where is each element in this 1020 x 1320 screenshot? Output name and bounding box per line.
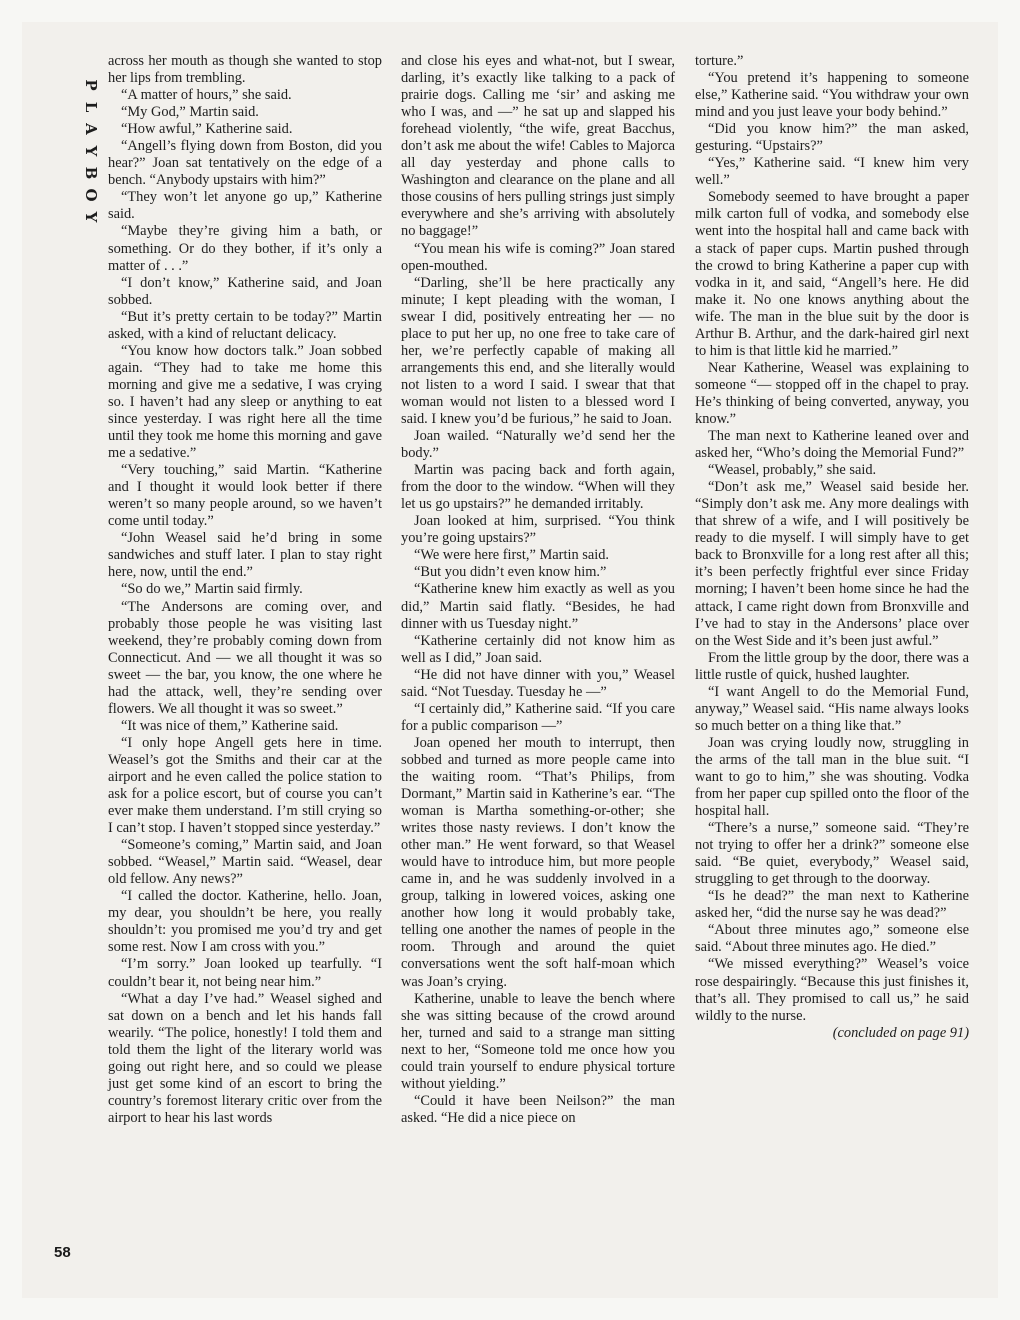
paragraph: “I’m sorry.” Joan looked up tearfully. “I couldn’t bear it, not being near him.” (108, 956, 382, 990)
paragraph: Joan opened her mouth to interrupt, then sobbed and turned as more people came into the waiting room. “That’s Philips, from Dormant,” Martin said in Katherine’s ear. “The woman is Martha something-or-other; she writes those nasty reviews. I don’t know the other man.” He went forward, so that Weasel would have to introduce him, but more people came in, and he was suddenly involved in a group, talking in lowered voices, asking one another how long it would probably take, telling one another the names of people in the room. Through and around the quiet conversations went the soft half-moan which was Joan’s crying. (401, 734, 675, 990)
text-column-2 (401, 53, 675, 1127)
paragraph: “Maybe they’re giving him a bath, or something. Or do they bother, if it’s only a matter of . . .” (108, 223, 382, 274)
paragraph: “A matter of hours,” she said. (121, 87, 292, 104)
paragraph: “My God,” Martin said. (121, 104, 259, 121)
paragraph: Joan was crying loudly now, struggling in the arms of the tall man in the blue suit. “I want to go to him,” she was shouting. Vodka from her paper cup spilled onto the floor of the hospital hall. (695, 734, 969, 820)
masthead-letter: A (82, 123, 100, 135)
paragraph: “Yes,” Katherine said. “I knew him very well.” (695, 155, 969, 189)
paragraph: Katherine, unable to leave the bench where she was sitting because of the crowd around her, turned and said to a strange man sitting next to her, “Someone told me once how you could train yourself to endure physical torture without yielding.” (401, 990, 675, 1092)
paragraph: “Angell’s flying down from Boston, did you hear?” Joan sat tentatively on the edge of a bench. “Anybody upstairs with him?” (108, 138, 382, 189)
paragraph: “They won’t let anyone go up,” Katherine said. (108, 189, 382, 223)
paragraph: torture.” (695, 53, 744, 69)
paragraph: From the little group by the door, there was a little rustle of quick, hushed laughter. (695, 649, 969, 683)
paragraph: “You mean his wife is coming?” Joan stared open-mouthed. (401, 240, 675, 274)
paragraph: “Did you know him?” the man asked, gesturing. “Upstairs?” (695, 121, 969, 155)
masthead-letter: B (82, 166, 100, 180)
masthead-letter: L (82, 101, 100, 113)
paragraph: “What a day I’ve had.” Weasel sighed and sat down on a bench and let his hands fall wearily. “The police, honestly! I told them and told them the light of the literary world was going out right here, and so could we please just get some kind of an escort to bring the country’s foremost literary critic over from the airport to hear his last words (108, 990, 382, 1126)
masthead-letter: P (82, 79, 100, 91)
paragraph: “Katherine certainly did not know him as well as I did,” Joan said. (401, 632, 675, 666)
paragraph: “Could it have been Neilson?” the man asked. “He did a nice piece on (401, 1092, 675, 1126)
paragraph: “How awful,” Katherine said. (121, 121, 293, 138)
page-number: 58 (54, 1244, 71, 1261)
paragraph: “We were here first,” Martin said. (414, 547, 610, 564)
paragraph: “I certainly did,” Katherine said. “If you care for a public comparison —” (401, 700, 675, 734)
text-column-1 (108, 53, 382, 1127)
paragraph: “Katherine knew him exactly as well as you did,” Martin said flatly. “Besides, he had dinner with us Tuesday night.” (401, 581, 675, 632)
paragraph: “So do we,” Martin said firmly. (121, 581, 303, 598)
paragraph: “You know how doctors talk.” Joan sobbed again. “They had to take me home this morning and give me a sedative, I was crying so. I haven’t had any sleep or anything to eat since yesterday. I was right here all the time until they took me home this morning and gave me a sedative.” (108, 342, 382, 462)
continuation-note: (concluded on page 91) (832, 1024, 969, 1041)
paragraph: “Someone’s coming,” Martin said, and Joan sobbed. “Weasel,” Martin said. “Weasel, dear old fellow. Any news?” (108, 837, 382, 888)
masthead-letter: Y (82, 145, 100, 157)
paragraph: “John Weasel said he’d bring in some sandwiches and stuff later. I plan to stay right here, now, until the end.” (108, 530, 382, 581)
paragraph: “The Andersons are coming over, and probably those people he was visiting last weekend, they’re probably coming down from Connecticut. And — we all thought it was so sweet — the bar, you know, the one where he had the attack, well, they’re sending over flowers. We all thought it was so sweet.” (108, 598, 382, 717)
paragraph: “But it’s pretty certain to be today?” Martin asked, with a kind of reluctant delicacy. (108, 308, 382, 342)
paragraph: and close his eyes and what-not, but I swear, darling, it’s exactly like talking to a pack of prairie dogs. Calling me ‘sir’ and asking me who I was, and —” he sat up and slapped his forehead violently, “the wife, great Bacchus, don’t ask me about the wife! Cables to Majorca all day yesterday and phone calls to Washington and clearance on the plane and all those cousins of hers pulling strings just simply everywhere and she’s arriving with absolutely no baggage!” (401, 53, 675, 240)
paragraph: Joan wailed. “Naturally we’d send her the body.” (401, 428, 675, 462)
magazine-masthead (78, 74, 104, 234)
paragraph: “It was nice of them,” Katherine said. (121, 717, 339, 734)
paragraph: Near Katherine, Weasel was explaining to someone “— stopped off in the chapel to pray. He’s thinking of being converted, anyway, you know.” (695, 359, 969, 427)
paragraph: “He did not have dinner with you,” Weasel said. “Not Tuesday. Tuesday he —” (401, 666, 675, 700)
paragraph: “Weasel, probably,” she said. (708, 462, 877, 479)
paragraph: “Darling, she’ll be here practically any minute; I kept pleading with the woman, I swear I did, positively entreating her — no place to put her up, no one free to take care of her, we’re perfectly capable of making all arrangements this end, and she literally would not listen to a word I said. I swear that that woman would not listen to a blessed word I said. I knew you’d be furious,” he said to Joan. (401, 274, 675, 427)
paragraph: Somebody seemed to have brought a paper milk carton full of vodka, and somebody else went into the hospital hall and came back with a stack of paper cups. Martin pushed through the crowd to bring Katherine a paper cup with vodka in it, and said, “Angell’s here. He did make it. No one knows anything about the wife. The man in the blue suit by the door is Arthur B. Arthur, and the dark-haired girl next to him is that little kid he married.” (695, 189, 969, 359)
masthead-letter: O (82, 188, 100, 202)
text-column-3 (695, 53, 969, 1042)
paragraph: “But you didn’t even know him.” (414, 564, 607, 581)
paragraph: “There’s a nurse,” someone said. “They’re not trying to offer her a drink?” someone else said. “Be quiet, everybody,” Weasel said, struggling to get through to the doorway. (695, 820, 969, 888)
paragraph: “I only hope Angell gets here in time. Weasel’s got the Smiths and their car at the airport and he even called the police station to ask for a police escort, but of course you can’t ever make them understand. I’m still crying so I can’t stop. I haven’t stopped since yesterday.” (108, 734, 382, 837)
paragraph: “Is he dead?” the man next to Katherine asked her, “did the nurse say he was dead?” (695, 888, 969, 922)
paragraph: “I called the doctor. Katherine, hello. Joan, my dear, you shouldn’t be here, you really shouldn’t: you promised me you’d try and get some rest. Now I am cross with you.” (108, 888, 382, 956)
paragraph: “We missed everything?” Weasel’s voice rose despairingly. “Because this just finishes it, that’s all. They promised to call us,” he said wildly to the nurse. (695, 956, 969, 1024)
paragraph: Joan looked at him, surprised. “You think you’re going upstairs?” (401, 513, 675, 547)
paragraph: “I don’t know,” Katherine said, and Joan sobbed. (108, 274, 382, 308)
masthead-letter: Y (82, 211, 100, 223)
paragraph: across her mouth as though she wanted to stop her lips from trembling. (108, 53, 382, 87)
paragraph: “About three minutes ago,” someone else said. “About three minutes ago. He died.” (695, 922, 969, 956)
paragraph: “Very touching,” said Martin. “Katherine and I thought it would look better if there weren’t so many people around, so we haven’t come until today.” (108, 462, 382, 530)
paragraph: “I want Angell to do the Memorial Fund, anyway,” Weasel said. “His name always looks so much better on a thing like that.” (695, 683, 969, 734)
paragraph: “Don’t ask me,” Weasel said beside her. “Simply don’t ask me. Any more dealings with that shrew of a wife, and I will positively be ready to die myself. I will simply have to get back to Bronxville for a long rest after all this; it’s been perfectly frightful ever since Friday morning; I haven’t been home since he had the attack, I came right down from Bronxville and I’ve had to stay in the Andersons’ place over on the West Side and it’s been just awful.” (695, 479, 969, 649)
paragraph: Martin was pacing back and forth again, from the door to the window. “When will they let us go upstairs?” he demanded irritably. (401, 462, 675, 513)
paragraph: The man next to Katherine leaned over and asked her, “Who’s doing the Memorial Fund?” (695, 428, 969, 462)
paragraph: “You pretend it’s happening to someone else,” Katherine said. “You withdraw your own mind and you just leave your body behind.” (695, 70, 969, 121)
